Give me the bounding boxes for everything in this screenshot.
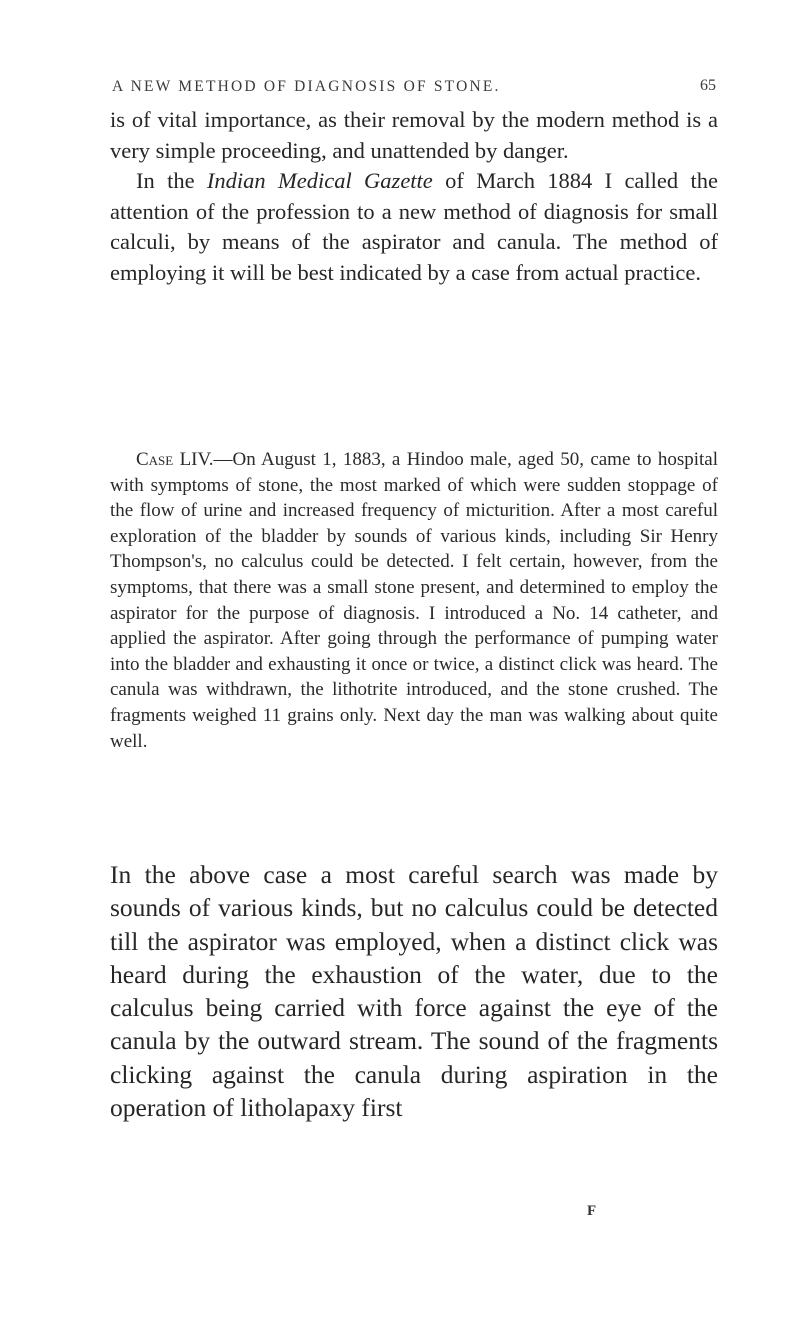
running-head: A NEW METHOD OF DIAGNOSIS OF STONE. (112, 78, 501, 95)
closing-section (110, 858, 718, 1124)
case-label: Case LIV. (136, 449, 214, 470)
page-number: 65 (700, 77, 716, 94)
gazette-paragraph (110, 166, 718, 288)
case-text: —On August 1, 1883, a Hindoo male, aged 50, came to hospital with symptoms of stone, the most marked of which were sudden stoppage of the flow of urine and increased frequency of micturition. After a most careful exploration of the bladder by sounds of various kinds, including Sir Henry Thompson's, no calculus could be detected. I felt certain, however, from the symptoms, that there was a small stone present, and determined to employ the aspirator for the purpose of diagnosis. I introduced a No. 14 catheter, and applied the aspirator. After going through the performance of pumping water into the bladder and exhausting it once or twice, a distinct click was heard. The canula was withdrawn, the lithotrite introduced, and the stone crushed. The fragments weighed 11 grains only. Next day the man was walking about quite well. (110, 449, 719, 752)
case-report (110, 447, 718, 754)
intro-section (110, 105, 718, 289)
continuation-paragraph: is of vital importance, as their removal by the modern method is a very simple proceeding, and unattended by danger. (110, 107, 718, 163)
closing-paragraph: In the above case a most careful search was made by sounds of various kinds, but no calculus could be detected till the aspirator was employed, when a distinct click was heard during the exhaustion of the water, due to the calculus being carried with force against the eye of the canula by the outward stream. The sound of the fragments clicking against the canula during aspiration in the operation of litholapaxy first (110, 860, 718, 1123)
gazette-text-before: In the (136, 168, 207, 194)
gazette-text-after: of March 1884 I called the attention of the profession to a new method of diagnosis for small calculi, by means of the aspirator and canula. The method of employing it will be best indicated by a case from actual practice. (110, 168, 718, 285)
signature-mark: F (587, 1203, 597, 1219)
journal-title: Indian Medical Gazette (206, 168, 433, 194)
case-paragraph (110, 447, 718, 754)
